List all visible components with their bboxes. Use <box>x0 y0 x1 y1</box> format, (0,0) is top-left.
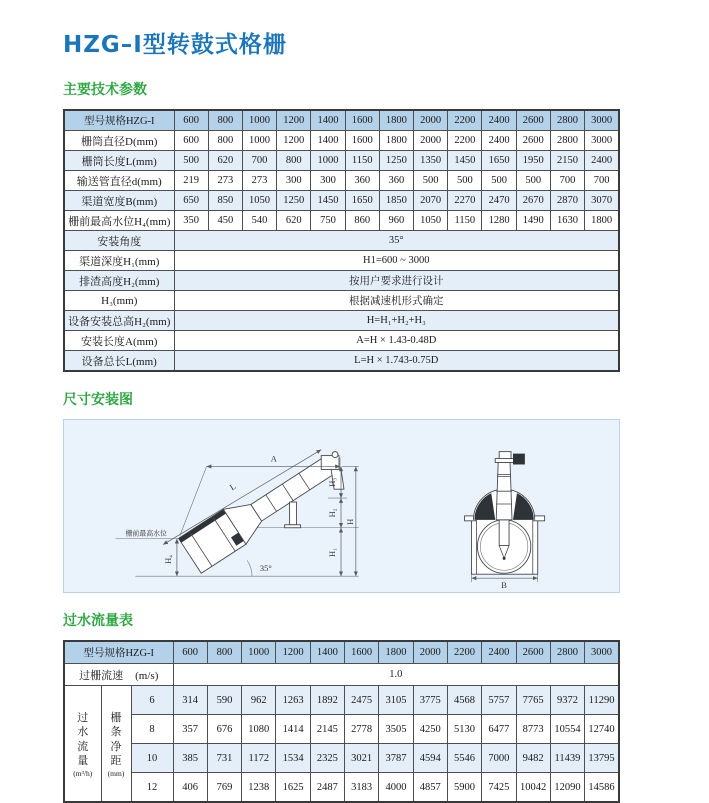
params-value: 1000 <box>242 131 276 151</box>
flow-value: 962 <box>242 686 276 715</box>
flow-value: 769 <box>207 773 241 803</box>
flow-corner-label: 型号规格HZG-I <box>64 641 173 664</box>
bar-spacing-value: 6 <box>131 686 173 715</box>
vertical-label-text: 过水流量 <box>77 711 89 767</box>
flow-value: 3787 <box>379 744 413 773</box>
angle-label: 35° <box>259 564 272 574</box>
flow-value: 590 <box>207 686 241 715</box>
params-value: 1250 <box>379 151 413 171</box>
flow-model-header: 2200 <box>447 641 481 664</box>
flow-velocity-label <box>64 664 173 686</box>
params-value: 1650 <box>345 191 379 211</box>
flow-rate-table <box>63 640 620 803</box>
params-value: 650 <box>174 191 208 211</box>
params-value: 2270 <box>448 191 482 211</box>
params-value: 620 <box>277 211 311 231</box>
flow-value: 10042 <box>516 773 550 803</box>
params-value: 540 <box>242 211 276 231</box>
params-value: 1800 <box>585 211 619 231</box>
flow-value: 2145 <box>310 715 344 744</box>
flow-value: 1414 <box>276 715 310 744</box>
dim-label-a: A <box>270 454 277 464</box>
params-value: 2470 <box>482 191 516 211</box>
params-value: 1050 <box>414 211 448 231</box>
params-value: 1050 <box>242 191 276 211</box>
flow-value: 2325 <box>310 744 344 773</box>
flow-value: 11290 <box>585 686 619 715</box>
flow-value: 3183 <box>345 773 379 803</box>
params-value: 500 <box>516 171 550 191</box>
params-value: 3070 <box>585 191 619 211</box>
flow-value: 1238 <box>242 773 276 803</box>
params-value: 800 <box>208 131 242 151</box>
flow-value: 1534 <box>276 744 310 773</box>
params-model-header: 800 <box>208 110 242 131</box>
flow-value: 2778 <box>345 715 379 744</box>
flow-model-header: 2000 <box>413 641 447 664</box>
flow-value: 4568 <box>447 686 481 715</box>
params-merged-value: A=H × 1.43-0.48D <box>174 331 619 351</box>
params-value: 273 <box>242 171 276 191</box>
flow-value: 10554 <box>550 715 584 744</box>
params-merged-value: 根据减速机形式确定 <box>174 291 619 311</box>
params-merged-value: L=H × 1.743-0.75D <box>174 351 619 372</box>
flow-value: 3505 <box>379 715 413 744</box>
params-value: 2800 <box>550 131 584 151</box>
params-value: 2200 <box>448 131 482 151</box>
params-value: 3000 <box>585 131 619 151</box>
params-model-header: 600 <box>174 110 208 131</box>
water-level-note: 栅前最高水位 <box>125 530 167 538</box>
params-row-label: 栅筒直径D(mm) <box>64 131 174 151</box>
flow-quantity-label <box>64 686 101 803</box>
flow-value: 1892 <box>310 686 344 715</box>
flow-value: 7765 <box>516 686 550 715</box>
params-model-header: 1400 <box>311 110 345 131</box>
flow-value: 357 <box>173 715 207 744</box>
flow-value: 406 <box>173 773 207 803</box>
params-model-header: 3000 <box>585 110 619 131</box>
velocity-unit-text: (m/s) <box>135 669 159 682</box>
params-row-label: 输送管直径d(mm) <box>64 171 174 191</box>
params-row-label: 安装角度 <box>64 231 174 251</box>
params-value: 219 <box>174 171 208 191</box>
params-value: 273 <box>208 171 242 191</box>
bar-spacing-value: 8 <box>131 715 173 744</box>
dim-label-h4: H₄ <box>163 554 173 564</box>
params-value: 1950 <box>516 151 550 171</box>
flow-model-header: 2600 <box>516 641 550 664</box>
params-value: 1000 <box>311 151 345 171</box>
params-row-label: H₃(mm) <box>64 291 174 311</box>
dim-label-h3: H₃ <box>328 477 338 487</box>
params-row-label: 排渣高度H₂(mm) <box>64 271 174 291</box>
params-value: 2600 <box>516 131 550 151</box>
dim-label-h: H <box>345 518 355 525</box>
flow-model-header: 600 <box>173 641 207 664</box>
params-value: 1600 <box>345 131 379 151</box>
params-row-label: 渠道深度H₁(mm) <box>64 251 174 271</box>
flow-model-header: 1000 <box>242 641 276 664</box>
dim-label-l: L <box>228 481 238 493</box>
flow-value: 676 <box>207 715 241 744</box>
flow-value: 314 <box>173 686 207 715</box>
params-value: 860 <box>345 211 379 231</box>
params-model-header: 2200 <box>448 110 482 131</box>
flow-value: 4250 <box>413 715 447 744</box>
flow-value: 14586 <box>585 773 619 803</box>
params-value: 700 <box>585 171 619 191</box>
flow-value: 2487 <box>310 773 344 803</box>
flow-model-header: 3000 <box>585 641 619 664</box>
flow-value: 3775 <box>413 686 447 715</box>
params-value: 300 <box>277 171 311 191</box>
page-title: HZG–I型转鼓式格栅 <box>63 32 287 58</box>
flow-model-header: 2800 <box>550 641 584 664</box>
flow-model-header: 1200 <box>276 641 310 664</box>
vertical-label-text: 栅条净距 <box>110 711 122 767</box>
flow-value: 5900 <box>447 773 481 803</box>
params-value: 850 <box>208 191 242 211</box>
technical-parameters-table <box>63 109 620 372</box>
params-row-label: 安装长度A(mm) <box>64 331 174 351</box>
flow-value: 3105 <box>379 686 413 715</box>
params-model-header: 1000 <box>242 110 276 131</box>
flow-velocity-value: 1.0 <box>173 664 619 686</box>
bar-spacing-value: 10 <box>131 744 173 773</box>
flow-value: 9372 <box>550 686 584 715</box>
dim-label-h1: H₁ <box>328 547 338 557</box>
params-value: 350 <box>174 211 208 231</box>
flow-value: 1263 <box>276 686 310 715</box>
flow-value: 4594 <box>413 744 447 773</box>
flow-value: 12740 <box>585 715 619 744</box>
flow-model-header: 1600 <box>345 641 379 664</box>
flow-value: 2475 <box>345 686 379 715</box>
params-model-header: 1600 <box>345 110 379 131</box>
vertical-label-unit: (mm) <box>107 769 125 779</box>
params-value: 500 <box>414 171 448 191</box>
params-model-header: 2400 <box>482 110 516 131</box>
params-value: 2400 <box>585 151 619 171</box>
params-model-header: 2600 <box>516 110 550 131</box>
params-value: 1650 <box>482 151 516 171</box>
flow-value: 385 <box>173 744 207 773</box>
params-value: 300 <box>311 171 345 191</box>
params-value: 1200 <box>277 131 311 151</box>
flow-value: 13795 <box>585 744 619 773</box>
flow-value: 3021 <box>345 744 379 773</box>
params-merged-value: H=H₁+H₂+H₃ <box>174 311 619 331</box>
params-value: 2150 <box>550 151 584 171</box>
velocity-label-text: 过栅流速 <box>79 669 124 682</box>
params-value: 600 <box>174 131 208 151</box>
flow-value: 5757 <box>482 686 516 715</box>
flow-value: 11439 <box>550 744 584 773</box>
section-heading-params: 主要技术参数 <box>63 82 147 98</box>
params-value: 1280 <box>482 211 516 231</box>
flow-model-header: 1800 <box>379 641 413 664</box>
installation-drawing-panel <box>63 419 620 593</box>
params-value: 700 <box>550 171 584 191</box>
bar-spacing-value: 12 <box>131 773 173 803</box>
params-value: 1400 <box>311 131 345 151</box>
flow-value: 12090 <box>550 773 584 803</box>
params-value: 1850 <box>379 191 413 211</box>
params-corner-label: 型号规格HZG-I <box>64 110 174 131</box>
params-value: 700 <box>242 151 276 171</box>
params-model-header: 2800 <box>550 110 584 131</box>
flow-value: 1625 <box>276 773 310 803</box>
params-merged-value: 35° <box>174 231 619 251</box>
params-value: 1250 <box>277 191 311 211</box>
params-row-label: 设备安装总高H₂(mm) <box>64 311 174 331</box>
params-value: 2670 <box>516 191 550 211</box>
flow-value: 731 <box>207 744 241 773</box>
params-value: 500 <box>482 171 516 191</box>
params-value: 1630 <box>550 211 584 231</box>
section-heading-drawing: 尺寸安装图 <box>63 392 133 408</box>
flow-value: 8773 <box>516 715 550 744</box>
params-merged-value: H1=600 ~ 3000 <box>174 251 619 271</box>
params-value: 1450 <box>448 151 482 171</box>
params-value: 2070 <box>414 191 448 211</box>
params-value: 960 <box>379 211 413 231</box>
params-value: 2400 <box>482 131 516 151</box>
dim-label-h2: H₂ <box>328 508 338 518</box>
params-value: 500 <box>448 171 482 191</box>
dim-label-b: B <box>501 581 507 591</box>
vertical-label-unit: (m³/h) <box>73 769 93 779</box>
flow-value: 4000 <box>379 773 413 803</box>
params-value: 360 <box>379 171 413 191</box>
params-row-label: 渠道宽度B(mm) <box>64 191 174 211</box>
params-row-label: 栅前最高水位H₄(mm) <box>64 211 174 231</box>
params-value: 2000 <box>414 131 448 151</box>
flow-model-header: 2400 <box>482 641 516 664</box>
params-value: 1450 <box>311 191 345 211</box>
section-heading-flow: 过水流量表 <box>63 613 133 629</box>
flow-value: 4857 <box>413 773 447 803</box>
params-row-label: 设备总长L(mm) <box>64 351 174 372</box>
params-value: 450 <box>208 211 242 231</box>
flow-value: 5546 <box>447 744 481 773</box>
flow-value: 5130 <box>447 715 481 744</box>
params-value: 1800 <box>379 131 413 151</box>
flow-value: 6477 <box>482 715 516 744</box>
flow-value: 1080 <box>242 715 276 744</box>
flow-model-header: 800 <box>207 641 241 664</box>
params-value: 2870 <box>550 191 584 211</box>
params-model-header: 2000 <box>414 110 448 131</box>
params-value: 500 <box>174 151 208 171</box>
flow-value: 7000 <box>482 744 516 773</box>
params-model-header: 1200 <box>277 110 311 131</box>
flow-value: 1172 <box>242 744 276 773</box>
flow-model-header: 1400 <box>310 641 344 664</box>
params-merged-value: 按用户要求进行设计 <box>174 271 619 291</box>
flow-value: 9482 <box>516 744 550 773</box>
params-value: 1150 <box>448 211 482 231</box>
params-value: 1150 <box>345 151 379 171</box>
params-value: 800 <box>277 151 311 171</box>
dimension-drawing-svg <box>64 420 619 592</box>
params-row-label: 栅筒长度L(mm) <box>64 151 174 171</box>
params-value: 1490 <box>516 211 550 231</box>
flow-value: 7425 <box>482 773 516 803</box>
params-value: 750 <box>311 211 345 231</box>
bar-spacing-label <box>101 686 131 803</box>
params-model-header: 1800 <box>379 110 413 131</box>
params-value: 360 <box>345 171 379 191</box>
params-value: 620 <box>208 151 242 171</box>
params-value: 1350 <box>414 151 448 171</box>
